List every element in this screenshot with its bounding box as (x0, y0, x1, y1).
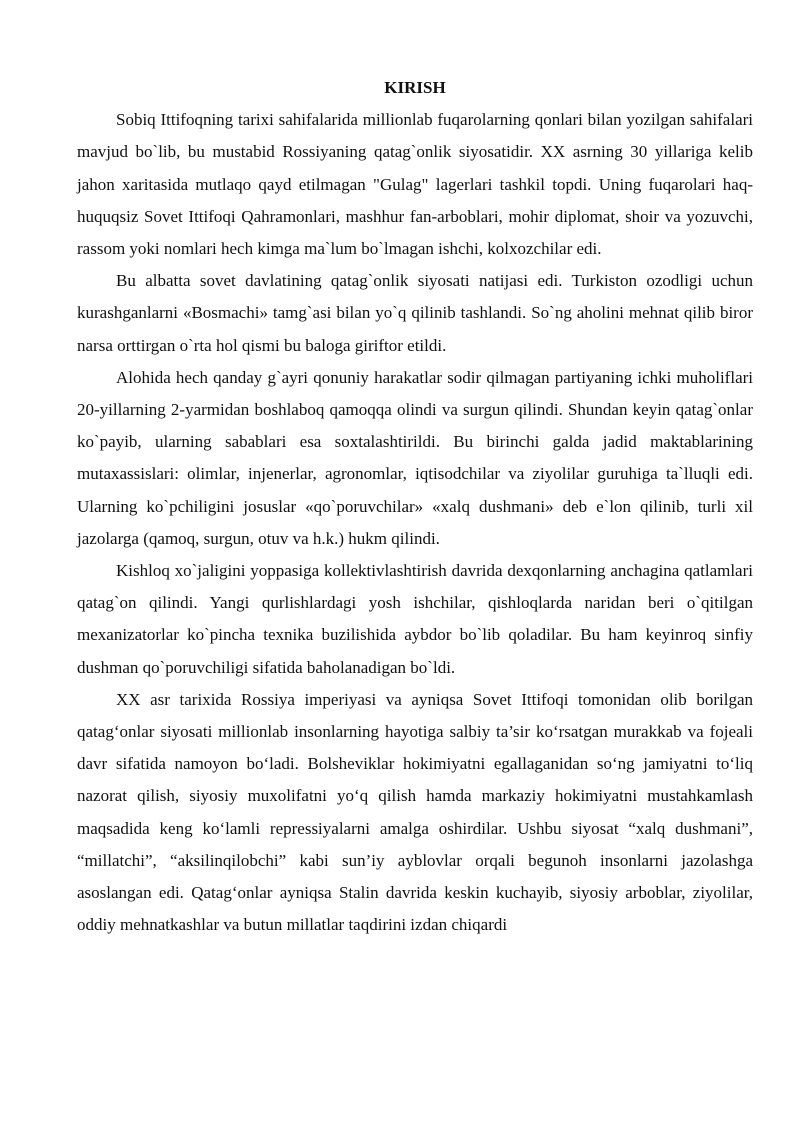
document-page (77, 72, 753, 941)
paragraph-2: Bu albatta sovet davlatining qatag`onlik siyosati natijasi edi. Turkiston ozodligi uchun kurashganlarni «Bosmachi» tamg`asi bilan yo`q qilinib tashlandi. So`ng aholini mehnat qilib biror narsa orttirgan o`rta hol qismi bu baloga giriftor etildi. (77, 271, 753, 355)
paragraph-4: Kishloq xo`jaligini yoppasiga kollektivlashtirish davrida dexqonlarning anchagina qatlamlari qatag`on qilindi. Yangi qurlishlardagi yosh ishchilar, qishloqlarda naridan beri o`qitilgan mexanizatorlar ko`pincha texnika buzilishida aybdor bo`lib qoladilar. Bu ham keyinroq sinfiy dushman qo`poruvchiligi sifatida baholanadigan bo`ldi. (77, 561, 753, 677)
paragraph-3: Alohida hech qanday g`ayri qonuniy harakatlar sodir qilmagan partiyaning ichki muholiflari 20-yillarning 2-yarmidan boshlaboq qamoqqa olindi va surgun qilindi. Shundan keyin qatag`onlar ko`payib, ularning sabablari esa soxtalashtirildi. Bu birinchi galda jadid maktablarining mutaxassislari: olimlar, injenerlar, agronomlar, iqtisodchilar va ziyolilar guruhiga ta`lluqli edi. Ularning ko`pchiligini josuslar «qo`poruvchilar» «xalq dushmani» deb e`lon qilinib, turli xil jazolarga (qamoq, surgun, otuv va h.k.) hukm qilindi. (77, 367, 753, 548)
paragraph-1: Sobiq Ittifoqning tarixi sahifalarida millionlab fuqarolarning qonlari bilan yozilgan sahifalari mavjud bo`lib, bu mustabid Rossiyaning qatag`onlik siyosatidir. XX asrning 30 yillariga kelib jahon xaritasida mutlaqo qayd etilmagan "Gulag" lagerlari tashkil topdi. Uning fuqarolari haq-huquqsiz Sovet Ittifoqi Qahramonlari, mashhur fan-arboblari, mohir diplomat, shoir va yozuvchi, rassom yoki nomlari hech kimga ma`lum bo`lmagan ishchi, kolxozchilar edi. (77, 110, 753, 259)
page-title: KIRISH (384, 78, 446, 97)
paragraph-5: XX asr tarixida Rossiya imperiyasi va ayniqsa Sovet Ittifoqi tomonidan olib borilgan qatag‘onlar siyosati millionlab insonlarning hayotiga salbiy ta’sir ko‘rsatgan murakkab va fojeali davr sifatida namoyon bo‘ladi. Bolsheviklar hokimiyatni egallaganidan so‘ng jamiyatni to‘liq nazorat qilish, siyosiy muxolifatni yo‘q qilish hamda markaziy hokimiyatni mustahkamlash maqsadida keng ko‘lamli repressiyalarni amalga oshirdilar. Ushbu siyosat “xalq dushmani”, “millatchi”, “aksilinqilobchi” kabi sun’iy ayblovlar orqali begunoh insonlarni jazolashga asoslangan edi. Qatag‘onlar ayniqsa Stalin davrida keskin kuchayib, siyosiy arboblar, ziyolilar, oddiy mehnatkashlar va butun millatlar taqdirini izdan chiqardi (77, 689, 753, 935)
